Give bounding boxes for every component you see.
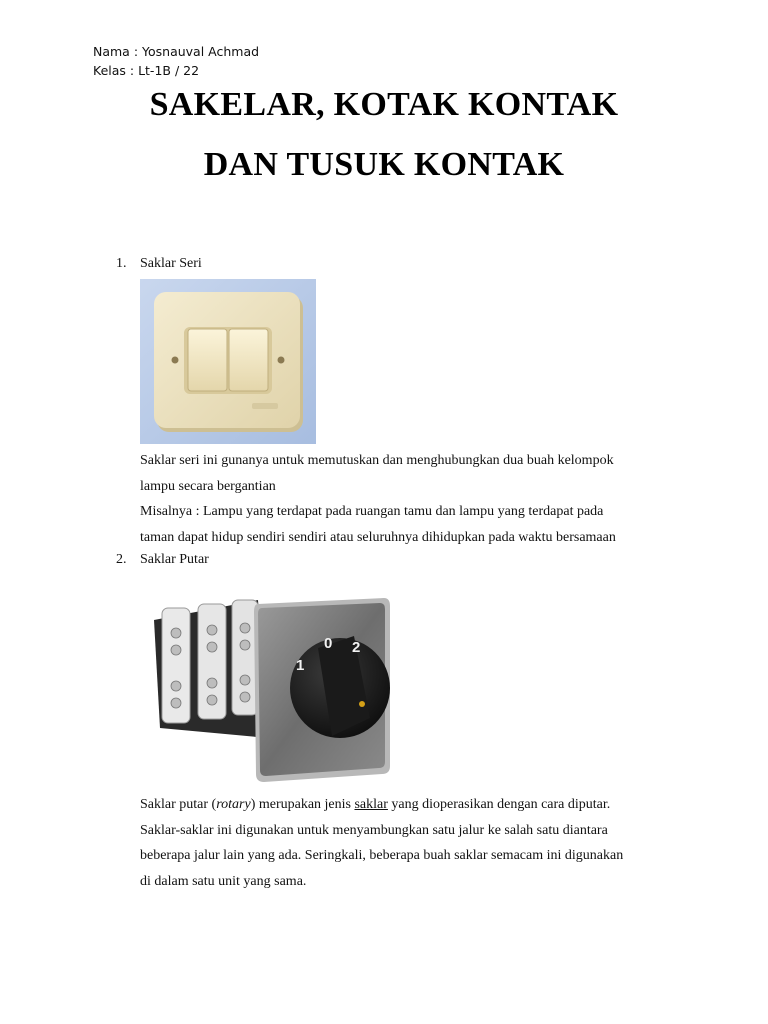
section-2-number: 2. [116, 552, 127, 567]
text-run: yang dioperasikan dengan cara diputar. [387, 797, 611, 812]
section-2-heading [116, 552, 209, 568]
section-1-line-2: lampu secara bergantian [140, 478, 276, 494]
document-header [93, 42, 259, 80]
rotary-term: rotary [216, 797, 251, 812]
section-1-paragraph [140, 448, 700, 550]
text-run: ) merupakan jenis [250, 797, 355, 812]
section-1-line-1: Saklar seri ini gunanya untuk memutuskan dan menghubungkan dua buah kelompok [140, 453, 614, 468]
student-class: Kelas : Lt-1B / 22 [93, 63, 200, 78]
section-1-line-3: Misalnya : Lampu yang terdapat pada ruangan tamu dan lampu yang terdapat pada [140, 504, 604, 519]
student-name: Nama : Yosnauval Achmad [93, 44, 260, 59]
rotary-switch-photo [140, 578, 398, 785]
document-title-line-1: SAKELAR, KOTAK KONTAK [149, 86, 619, 123]
document-title-line-2: DAN TUSUK KONTAK [203, 146, 565, 183]
section-2-line-2: Saklar-saklar ini digunakan untuk menyambungkan satu jalur ke salah satu diantara [140, 822, 608, 838]
section-2-paragraph [140, 792, 700, 894]
dial-label-0: 0 [324, 635, 333, 652]
dial-label-1: 1 [296, 657, 305, 674]
section-1-line-4: taman dapat hidup sendiri sendiri atau seluruhnya dihidupkan pada waktu bersamaan [140, 529, 616, 545]
text-run: Saklar putar ( [140, 797, 217, 812]
saklar-link[interactable]: saklar [354, 797, 388, 812]
series-switch-photo [140, 279, 316, 444]
section-1-number: 1. [116, 256, 127, 271]
section-2-title: Saklar Putar [140, 552, 209, 567]
section-2-line-3: beberapa jalur lain yang ada. Seringkali, beberapa buah saklar semacam ini digunakan [140, 848, 624, 863]
section-2-line-1 [140, 792, 700, 818]
dial-label-2: 2 [352, 639, 361, 656]
section-2-line-4: di dalam satu unit yang sama. [140, 873, 307, 889]
section-1-heading [116, 256, 202, 272]
section-1-title: Saklar Seri [140, 256, 202, 271]
